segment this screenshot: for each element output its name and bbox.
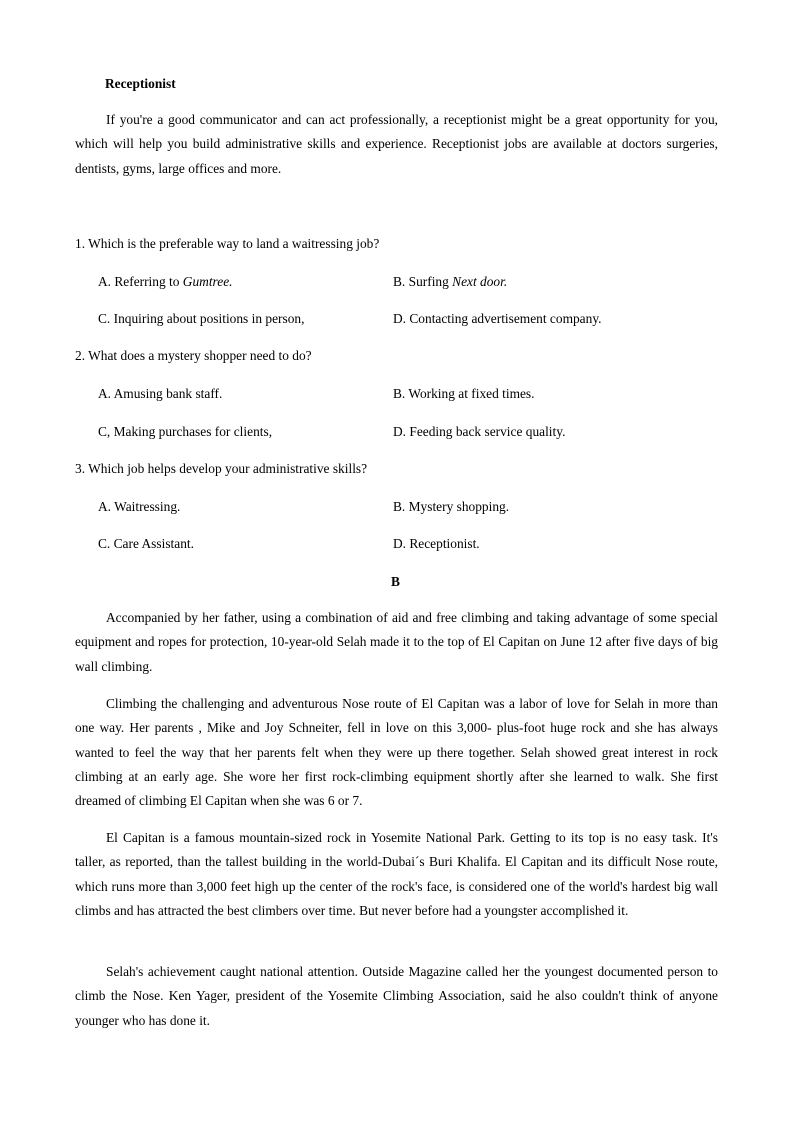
passage-b-paragraph-3: El Capitan is a famous mountain-sized rock in Yosemite National Park. Getting to its top is no easy task. It's taller, as reported, than the tallest building in the world-Dubai´s Buri Khalifa. El Capitan and its difficult Nose route, which runs more than 3,000 feet high up the center of the rock's face, is considered one of the world's hardest big wall climbs and has attracted the best climbers over time. But never before had a youngster accomplished it.	[75, 830, 718, 918]
section-heading-receptionist: Receptionist	[105, 76, 176, 91]
receptionist-paragraph: If you're a good communicator and can act professionally, a receptionist might be a great opportunity for you, which will help you build administrative skills and experience. Receptionist jobs are available at doctors surgeries, dentists, gyms, large offices and more.	[75, 112, 718, 176]
question-3-option-a: A. Waitressing.	[98, 499, 181, 514]
question-3: 3. Which job helps develop your administrative skills?	[75, 461, 368, 476]
question-2: 2. What does a mystery shopper need to do?	[75, 348, 312, 363]
question-2-option-d: D. Feeding back service quality.	[393, 424, 566, 439]
question-3-option-d: D. Receptionist.	[393, 536, 480, 551]
question-1-option-c: C. Inquiring about positions in person,	[98, 311, 305, 326]
question-1-option-a	[98, 274, 233, 290]
question-1: 1. Which is the preferable way to land a waitressing job?	[75, 236, 380, 251]
question-2-option-c: C, Making purchases for clients,	[98, 424, 273, 439]
question-3-option-b: B. Mystery shopping.	[393, 499, 510, 514]
section-heading-b: B	[391, 574, 400, 589]
option-emphasis: Gumtree.	[182, 274, 233, 289]
passage-b-paragraph-1: Accompanied by her father, using a combination of aid and free climbing and taking advantage of some special equipment and ropes for protection, 10-year-old Selah made it to the top of El Capitan on June 12 after five days of big wall climbing.	[75, 610, 718, 674]
passage-b-paragraph-2: Climbing the challenging and adventurous Nose route of El Capitan was a labor of love for Selah in more than one way. Her parents , Mike and Joy Schneiter, fell in love on this 3,000- plus-foot huge rock and she has always wanted to feel the way that her parents felt when they were up there together. Selah showed great interest in rock climbing at an early age. She wore her first rock-climbing equipment shortly after she learned to walk. She first dreamed of climbing El Capitan when she was 6 or 7.	[75, 696, 718, 809]
option-emphasis: Next door.	[452, 274, 508, 289]
question-3-option-c: C. Care Assistant.	[98, 536, 194, 551]
question-1-option-b	[393, 274, 507, 290]
option-label: B. Surfing	[393, 274, 453, 289]
question-1-option-d: D. Contacting advertisement company.	[393, 311, 602, 326]
question-2-option-b: B. Working at fixed times.	[393, 386, 535, 401]
passage-b-paragraph-4: Selah's achievement caught national attention. Outside Magazine called her the youngest documented person to climb the Nose. Ken Yager, president of the Yosemite Climbing Association, said he also couldn't think of anyone younger who has done it.	[75, 964, 718, 1028]
question-2-option-a: A. Amusing bank staff.	[98, 386, 223, 401]
option-label: A. Referring to	[98, 274, 183, 289]
